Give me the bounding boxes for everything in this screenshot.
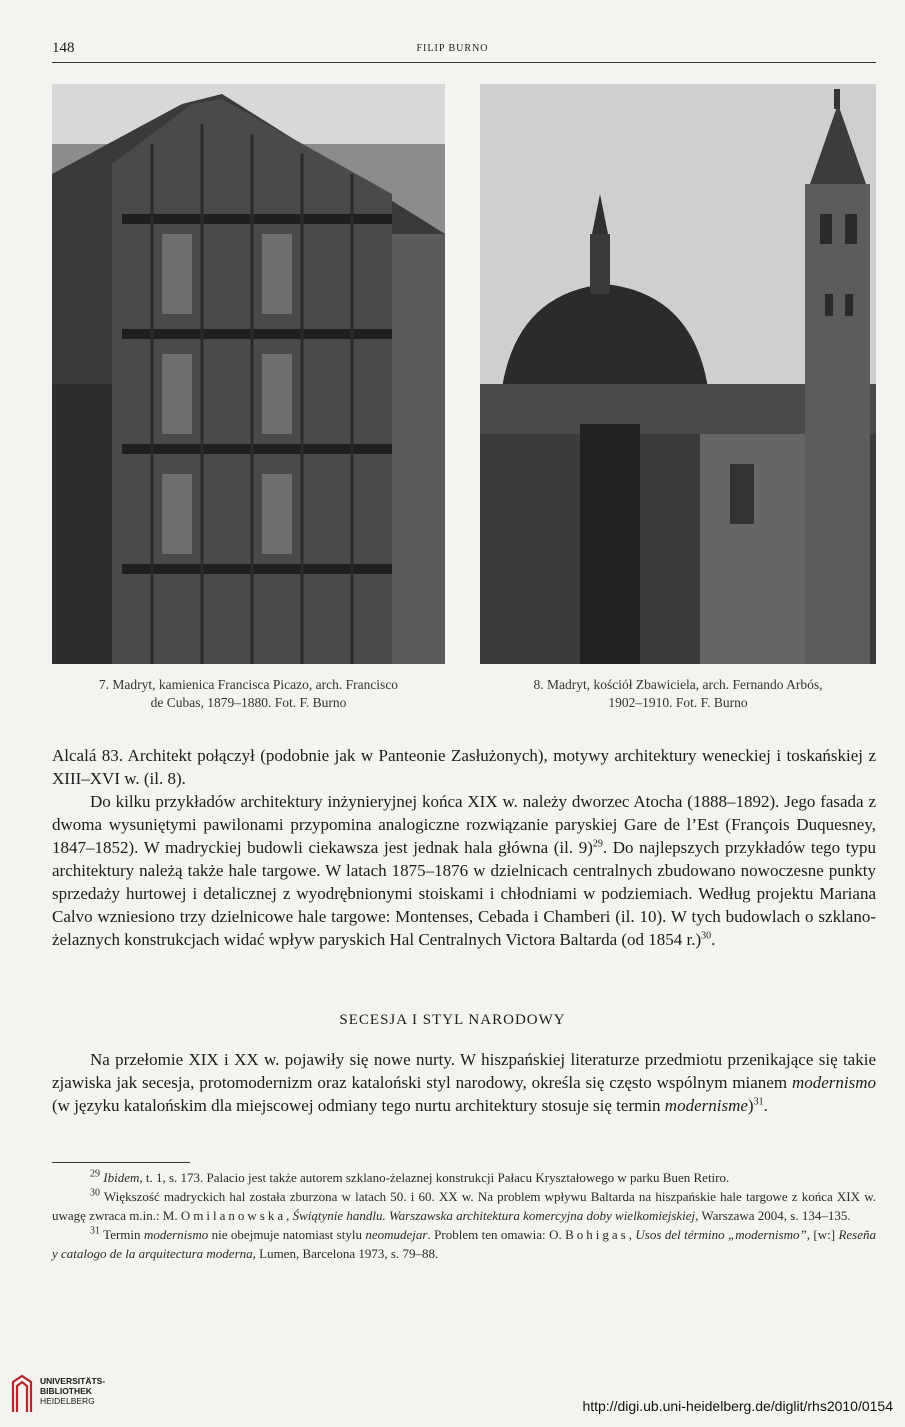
- footnotes: [52, 1168, 876, 1263]
- figure-8-caption: [480, 676, 876, 712]
- footnote-italic: Reseña y catalogo de la arquitectura moderna: [52, 1227, 876, 1261]
- footnote-text: Termin: [100, 1227, 144, 1242]
- footnote-text: , Warszawa 2004, s. 134–135.: [695, 1208, 851, 1223]
- figure-8-photo: [480, 84, 876, 664]
- footnote-number: 31: [90, 1225, 100, 1237]
- library-name-line: BIBLIOTHEK: [40, 1386, 92, 1396]
- paragraph-text: (w języku katalońskim dla miejscowej odmiany tego nurtu architektury stosuje się termin: [52, 1096, 665, 1115]
- library-name-line: UNIVERSITÄTS-: [40, 1376, 106, 1386]
- library-name: [40, 1376, 105, 1406]
- term-modernismo: modernismo: [791, 1073, 876, 1092]
- footnote-italic: Ibidem: [103, 1170, 140, 1185]
- paragraph-text: . Do najlepszych przykładów tego typu architektury należą także hale targowe. W latach 1875–1876 w dzielnicach centralnych zbudowano nowoczesne punkty sprzedaży hurtowej i detalicznej z wyodrębnionymi stoiskami i chłodniami w podziemiach. Według projektu Mariana Calvo wzniesiono trzy dzielnicowe hale targowe: Montenses, Cebada i Chamberi (il. 10). W tych budowlach o szklano-żelaznych konstrukcjach widać wpływ paryskich Hal Centralnych Victora Baltarda (od 1854 r.): [52, 838, 876, 949]
- footnote-text: . Problem ten omawia: O.: [427, 1227, 566, 1242]
- footnote-text: ,: [286, 1208, 293, 1223]
- library-name-line: HEIDELBERG: [40, 1396, 95, 1406]
- figure-7-caption: [52, 676, 445, 712]
- footnote-text: nie obejmuje natomiast stylu: [208, 1227, 366, 1242]
- figure-8-caption-line: 1902–1910. Fot. F. Burno: [608, 695, 748, 710]
- footnote-ref[interactable]: 29: [592, 838, 603, 850]
- footnote-30: [52, 1187, 876, 1225]
- footnote-text: Większość madryckich hal została zburzona w latach 50. i 60. XX w. Na problem wpływu Baltarda na hiszpańskie hale targowe z końca XIX w. uwagę zwraca m.in.: M.: [52, 1189, 876, 1223]
- footnote-rule: [52, 1162, 190, 1163]
- paragraph-text: Do kilku przykładów architektury inżynieryjnej końca XIX w. należy dworzec Atocha (1888–1892). Jego fasada z dwoma wysuniętymi pawilonami przypomina analogiczne rozwiązanie paryskiej Gare de l’Est (François Duquesney, 1847–1852). W madryckiej budowli ciekawsza jest jednak hala główna (il. 9): [52, 792, 876, 857]
- footnote-text: , [w:]: [806, 1227, 839, 1242]
- footnote-italic: Świątynie handlu. Warszawska architektura komercyjna doby wielkomiejskiej: [292, 1208, 696, 1223]
- footnote-ref[interactable]: 31: [753, 1096, 764, 1108]
- footnote-author: Omilanowska: [180, 1208, 287, 1223]
- figure-8-caption-line: 8. Madryt, kościół Zbawiciela, arch. Fernando Arbós,: [533, 677, 823, 692]
- running-head: FILIP BURNO: [416, 43, 489, 54]
- library-logo[interactable]: [10, 1372, 120, 1420]
- body-text-top: [52, 744, 876, 951]
- page-number: 148: [52, 40, 75, 56]
- footnote-ref[interactable]: 30: [701, 930, 712, 942]
- paragraph: [52, 790, 876, 951]
- section-title: SECESJA I STYL NARODOWY: [339, 1012, 566, 1028]
- header-rule: [52, 62, 876, 63]
- paragraph: [52, 1048, 876, 1117]
- paragraph-text: .: [763, 1096, 768, 1115]
- body-text-bottom: [52, 1048, 876, 1117]
- footnote-italic: Usos del término „modernismo”: [635, 1227, 807, 1242]
- library-mark-icon: [10, 1374, 34, 1414]
- footnote-31: [52, 1225, 876, 1263]
- term-modernisme: modernisme: [664, 1096, 748, 1115]
- figure-7-caption-line: de Cubas, 1879–1880. Fot. F. Burno: [150, 695, 347, 710]
- paragraph-text: .: [711, 930, 716, 949]
- paragraph: Alcalá 83. Architekt połączył (podobnie jak w Panteonie Zasłużonych), motywy architektury weneckiej i toskańskiej z XIII–XVI w. (il. 8).: [52, 746, 876, 788]
- footnote-italic: modernismo: [143, 1227, 209, 1242]
- footnote-author: Bohigas: [565, 1227, 629, 1242]
- source-url-link[interactable]: http://digi.ub.uni-heidelberg.de/diglit/rhs2010/0154: [582, 1398, 893, 1414]
- footnote-italic: neomudejar: [365, 1227, 428, 1242]
- footnote-number: 30: [90, 1187, 100, 1199]
- paragraph-text: Na przełomie XIX i XX w. pojawiły się nowe nurty. W hiszpańskiej literaturze przedmiotu przenikające się takie zjawiska jak secesja, protomodernizm oraz kataloński styl narodowy, określa się często wspólnym mianem: [52, 1050, 876, 1092]
- footnote-text: ,: [628, 1227, 636, 1242]
- footnote-text: , t. 1, s. 173. Palacio jest także autorem szklano-żelaznej konstrukcji Pałacu Kryształowego w parku Buen Retiro.: [139, 1170, 730, 1185]
- figure-7-photo: [52, 84, 445, 664]
- footnote-number: 29: [90, 1168, 100, 1180]
- footnote-text: , Lumen, Barcelona 1973, s. 79–88.: [252, 1246, 439, 1261]
- figure-7-caption-line: 7. Madryt, kamienica Francisca Picazo, arch. Francisco: [98, 677, 399, 692]
- paragraph-text: ): [747, 1096, 754, 1115]
- footnote-29: [52, 1168, 876, 1187]
